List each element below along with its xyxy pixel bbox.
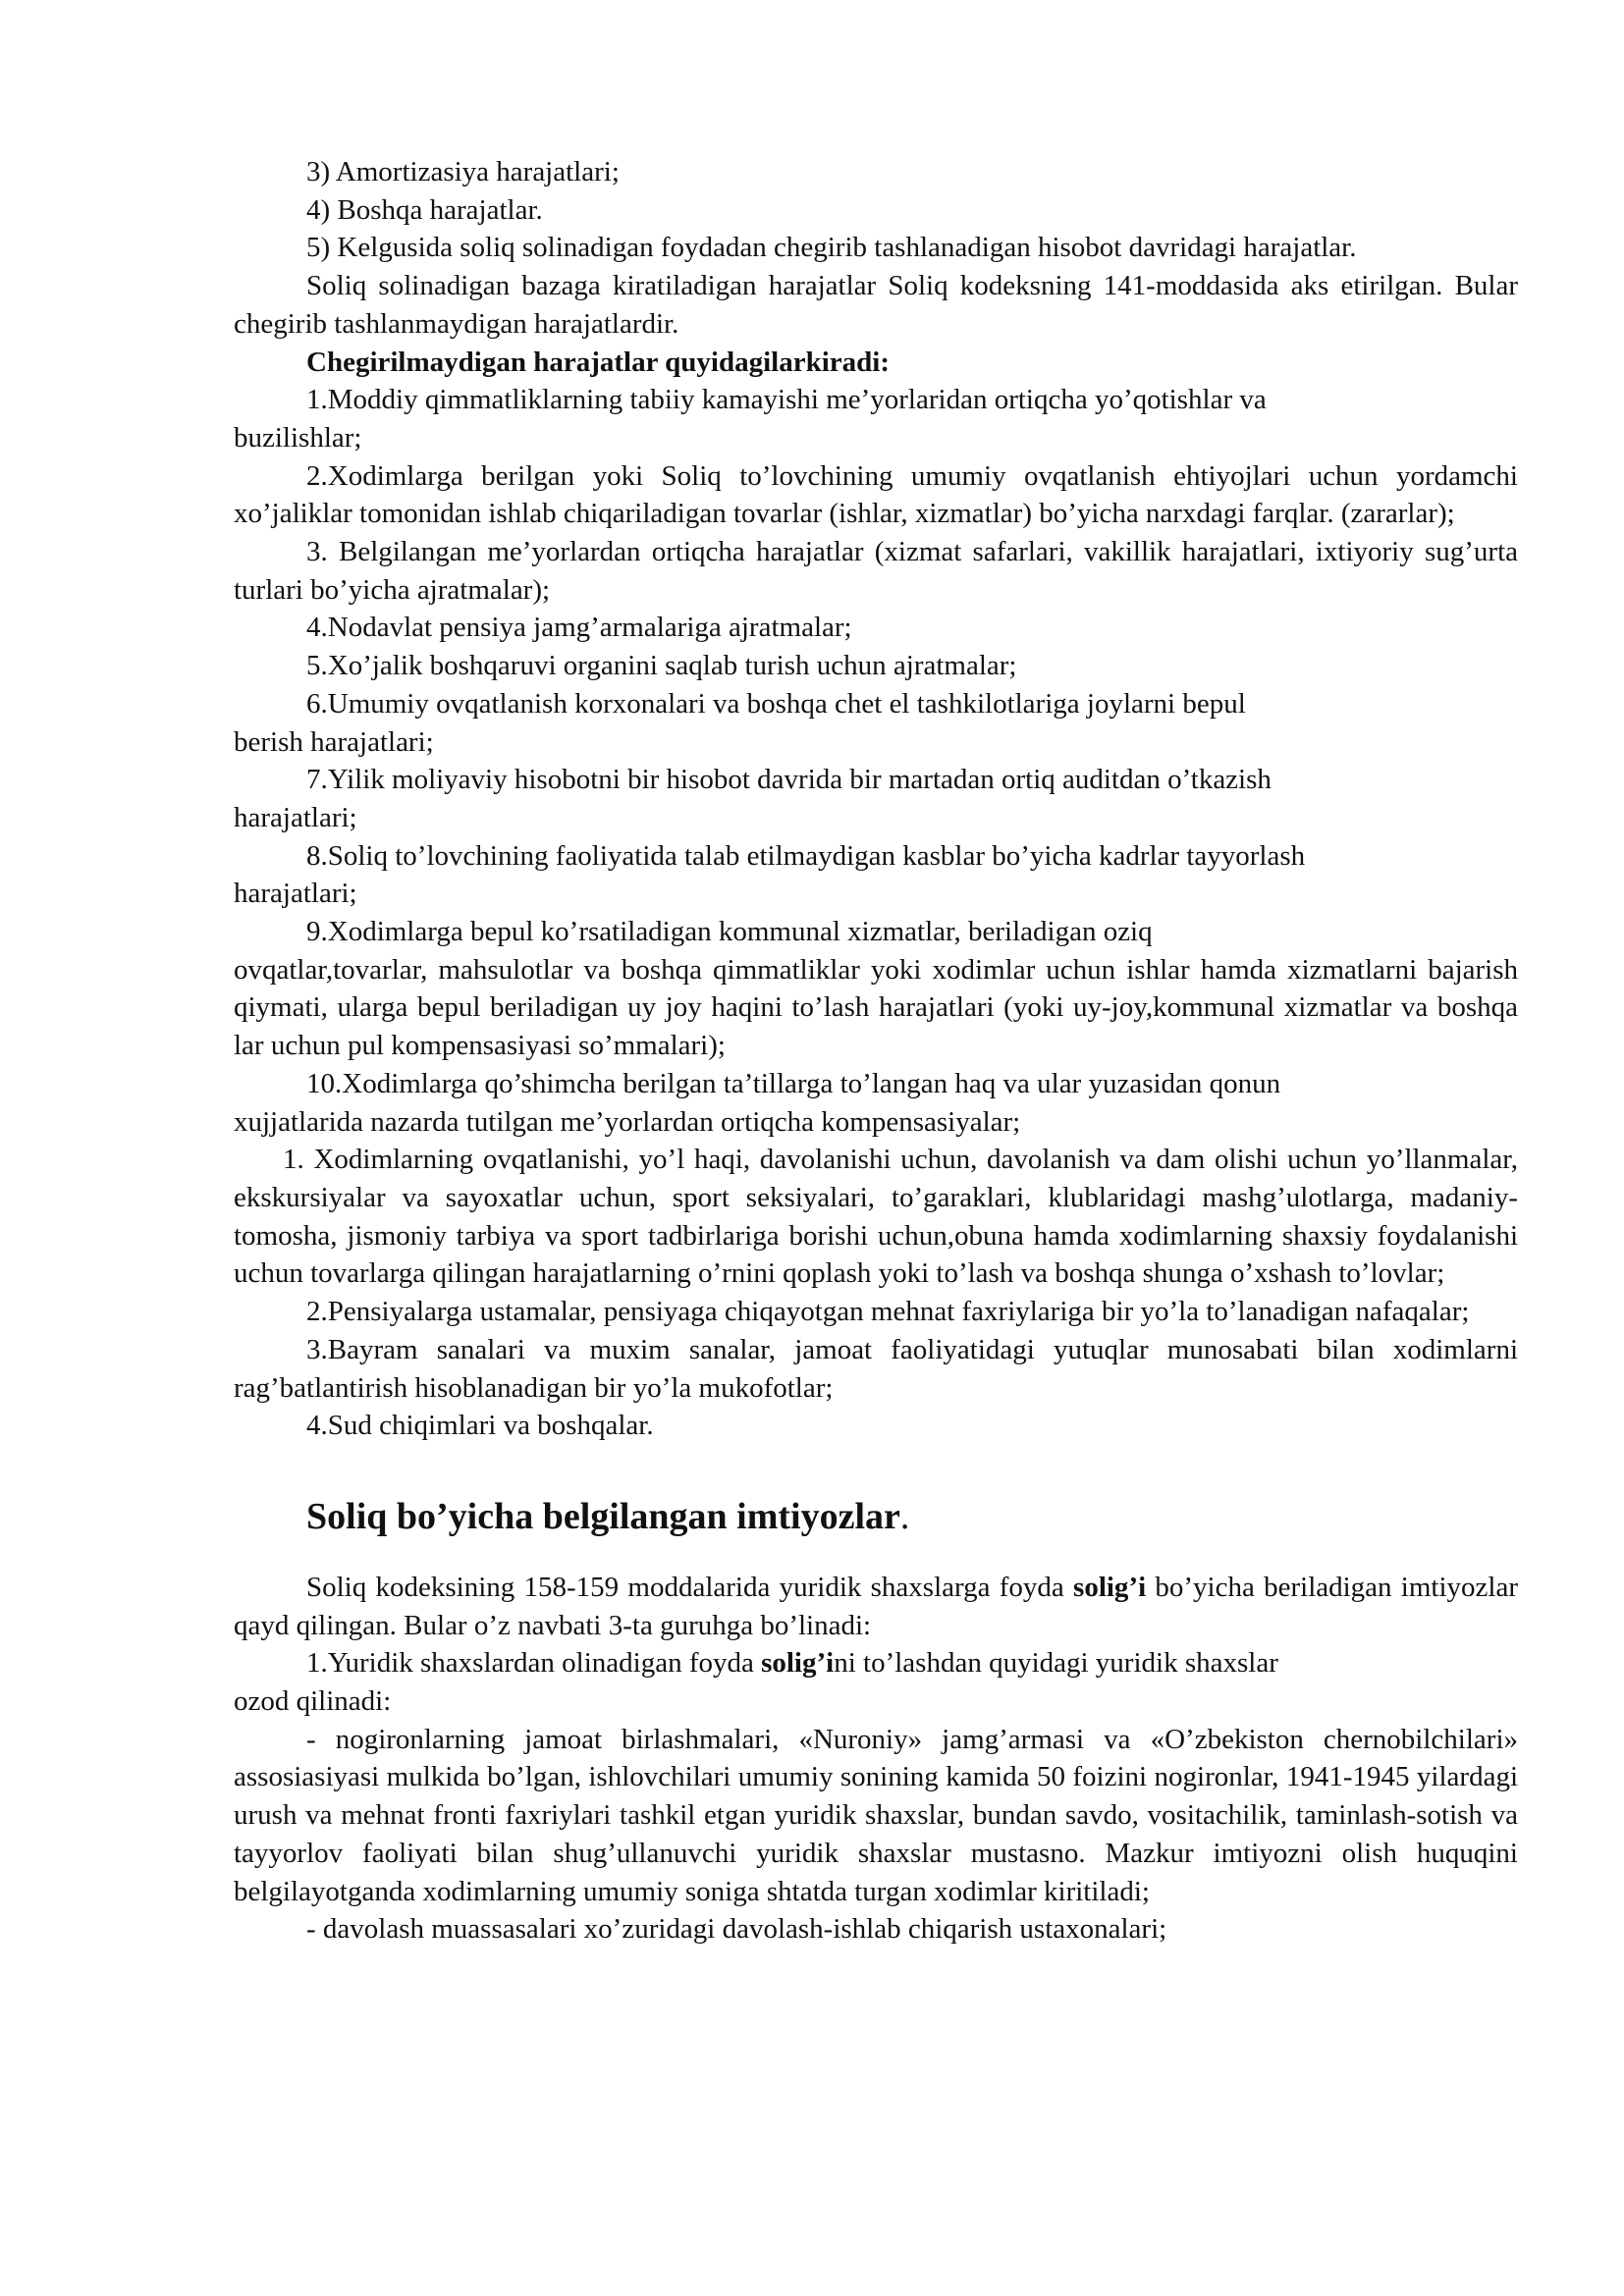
paragraph-text: bo’yicha beriladigan imtiyozlar qayd qilingan. Bular o’z navbati 3-ta guruhga bo’linadi: xyxy=(234,1571,1518,1641)
list-item-line: harajatlari; xyxy=(234,878,357,910)
list-item-line: 8.Soliq to’lovchining faoliyatida talab etilmaydigan kasblar bo’yicha kadrlar tayyorlash xyxy=(306,839,1306,872)
list-item xyxy=(234,381,1518,456)
paragraph-bold-term: solig’i xyxy=(761,1647,835,1680)
list-item: - davolash muassasalari xo’zuridagi davolash-ishlab chiqarish ustaxonalari; xyxy=(306,1913,1167,1946)
list-item-line: berish harajatlari; xyxy=(234,725,434,758)
list-item xyxy=(234,913,1518,951)
list-item xyxy=(234,685,1518,761)
list-item: 3.Bayram sanalari va muxim sanalar, jamoat faoliyatidagi yutuqlar munosabati bilan xodimlarni rag’batlantirish hisoblanadigan bir yo’la mukofotlar; xyxy=(234,1333,1518,1404)
list-item: 2.Xodimlarga berilgan yoki Soliq to’lovchining umumiy ovqatlanish ehtiyojlari uchun yordamchi xo’jaliklar tomonidan ishlab chiqariladigan tovarlar (ishlar, xizmatlar) bo’yicha narxdagi farqlar. (zararlar); xyxy=(234,459,1518,530)
section-heading xyxy=(234,1494,1518,1539)
paragraph: 4) Boshqa harajatlar. xyxy=(306,193,543,226)
list-item-line: 9.Xodimlarga bepul ko’rsatiladigan kommunal xizmatlar, beriladigan oziq xyxy=(306,916,1153,948)
paragraph-text: 1.Yuridik shaxslardan olinadigan foyda xyxy=(306,1647,762,1680)
section-subheading: Chegirilmaydigan harajatlar quyidagilarkiradi: xyxy=(306,346,891,378)
section-heading-text: Soliq bo’yicha belgilangan imtiyozlar xyxy=(306,1495,900,1537)
list-item: 4.Sud chiqimlari va boshqalar. xyxy=(306,1410,654,1442)
list-item-line: 7.Yilik moliyaviy hisobotni bir hisobot davrida bir martadan ortiq auditdan o’tkazish xyxy=(306,764,1272,796)
paragraph-bold-term: solig’i xyxy=(1073,1571,1147,1603)
list-item: 3. Belgilangan me’yorlardan ortiqcha harajatlar (xizmat safarlari, vakillik harajatlari, ixtiyoriy sug’urta turlari bo’yicha ajratmalar); xyxy=(234,536,1518,606)
list-item xyxy=(234,761,1518,836)
list-item-line: 6.Umumiy ovqatlanish korxonalari va boshqa chet el tashkilotlariga joylarni bepul xyxy=(306,687,1246,720)
section-heading-dot: . xyxy=(899,1495,910,1537)
list-item xyxy=(234,837,1518,913)
list-item: 5.Xo’jalik boshqaruvi organini saqlab turish uchun ajratmalar; xyxy=(306,650,1017,682)
document-page xyxy=(234,153,1518,1949)
list-item-line: 10.Xodimlarga qo’shimcha berilgan ta’tillarga to’langan haq va ular yuzasidan qonun xyxy=(306,1067,1281,1099)
list-item xyxy=(234,1644,1518,1720)
list-item xyxy=(234,1065,1518,1141)
list-item: 1. Xodimlarning ovqatlanishi, yo’l haqi, davolanishi uchun, davolanish va dam olishi uchun yo’llanmalar, ekskursiyalar va sayoxatlar uchun, sport seksiyalari, to’garaklari, klublaridagi mashg’ulotlarga, madaniy-tomosha, jismoniy tarbiya va sport tadbirlariga borishi uchun,obuna hamda xodimlarning shaxsiy foydalanishi uchun tovarlarga qilingan harajatlarning o’rnini qoplash yoki to’lash va boshqa shunga o’xshash to’lovlar; xyxy=(234,1144,1518,1290)
list-item-line: xujjatlarida nazarda tutilgan me’yorlardan ortiqcha kompensasiyalar; xyxy=(234,1105,1021,1138)
paragraph: 5) Kelgusida soliq solinadigan foydadan chegirib tashlanadigan hisobot davridagi harajatlar. xyxy=(306,232,1357,264)
list-item: - nogironlarning jamoat birlashmalari, «Nuroniy» jamg’armasi va «O’zbekiston chernobilchilari» assosiasiyasi mulkida bo’lgan, ishlovchilari umumiy sonining kamida 50 foizini nogironlar, 1941-1945 yilardagi urush va mehnat fronti faxriylari tashkil etgan yuridik shaxslar, bundan savdo, vositachilik, taminlash-sotish va tayyorlov faoliyati bilan shug’ullanuvchi yuridik shaxslar mustasno. Mazkur imtiyozni olish huquqini belgilayotganda xodimlarning umumiy soniga shtatda turgan xodimlar kiritiladi; xyxy=(234,1723,1518,1907)
list-item-line: ozod qilinadi: xyxy=(234,1685,392,1718)
paragraph-text: Soliq kodeksining 158-159 moddalarida yuridik shaxslarga foyda xyxy=(306,1571,1074,1603)
paragraph: Soliq solinadigan bazaga kiratiladigan harajatlar Soliq kodeksning 141-moddasida aks etirilgan. Bular chegirib tashlanmaydigan harajatlardir. xyxy=(234,270,1518,340)
paragraph-text: ni to’lashdan quyidagi yuridik shaxslar xyxy=(834,1647,1278,1680)
paragraph: 3) Amortizasiya harajatlari; xyxy=(306,156,620,187)
list-item-line: harajatlari; xyxy=(234,801,357,833)
list-item-continuation: ovqatlar,tovarlar, mahsulotlar va boshqa qimmatliklar yoki xodimlar uchun ishlar hamda xizmatlarni bajarish qiymati, ularga bepul beriladigan uy joy haqini to’lash harajatlari (yoki uy-joy,kommunal xizmatlar va boshqa lar uchun pul kompensasiyasi so’mmalari); xyxy=(234,953,1518,1062)
paragraph xyxy=(234,1569,1518,1644)
list-item-line: 1.Moddiy qimmatliklarning tabiiy kamayishi me’yorlaridan ortiqcha yo’qotishlar va xyxy=(306,384,1267,416)
list-item: 4.Nodavlat pensiya jamg’armalariga ajratmalar; xyxy=(306,612,852,644)
list-item: 2.Pensiyalarga ustamalar, pensiyaga chiqayotgan mehnat faxriylariga bir yo’la to’lanadigan nafaqalar; xyxy=(306,1296,1470,1328)
list-item-line: buzilishlar; xyxy=(234,421,362,454)
